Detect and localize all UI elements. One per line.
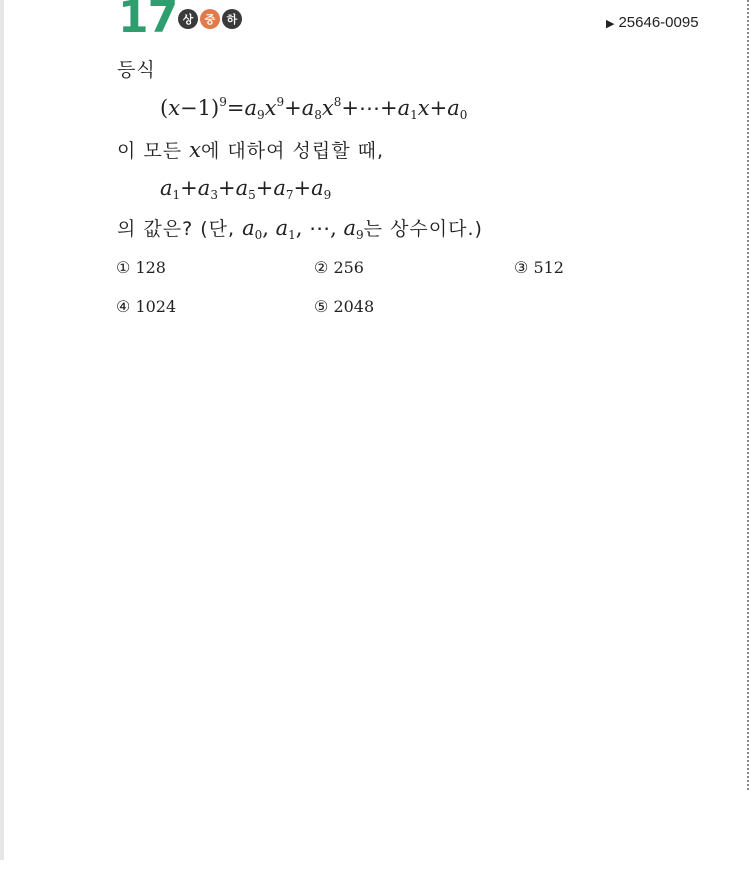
- triangle-marker-icon: ▶: [606, 18, 615, 30]
- problem-code-value: 25646-0095: [618, 14, 699, 31]
- problem-code: [606, 14, 699, 31]
- difficulty-badges: [178, 9, 242, 29]
- problem-number: 17: [118, 0, 178, 43]
- sum-expression: $a_1+a_3+a_5+a_7+a_9$: [160, 176, 332, 202]
- choice-2[interactable]: ② 256: [314, 258, 364, 277]
- choice-3[interactable]: ③ 512: [514, 258, 564, 277]
- choice-5[interactable]: ⑤ 2048: [314, 297, 375, 316]
- main-equation: $(x-1)^9=a_9x^9+a_8x^8+\cdots+a_1x+a_0$: [160, 95, 468, 122]
- choice-1[interactable]: ① 128: [116, 258, 166, 277]
- condition-text: 이 모든 x에 대하여 성립할 때,: [117, 138, 384, 162]
- choice-4[interactable]: ④ 1024: [116, 297, 177, 316]
- intro-text: 등식: [117, 59, 156, 81]
- difficulty-medium-badge: 중: [200, 9, 220, 29]
- question-text: 의 값은? (단, $a_0$, $a_1$, ⋯, $a_9$는 상수이다.): [117, 216, 483, 242]
- page-left-rule: [0, 0, 4, 860]
- difficulty-high-badge: 상: [178, 9, 198, 29]
- column-divider: [747, 0, 749, 790]
- difficulty-low-badge: 하: [222, 9, 242, 29]
